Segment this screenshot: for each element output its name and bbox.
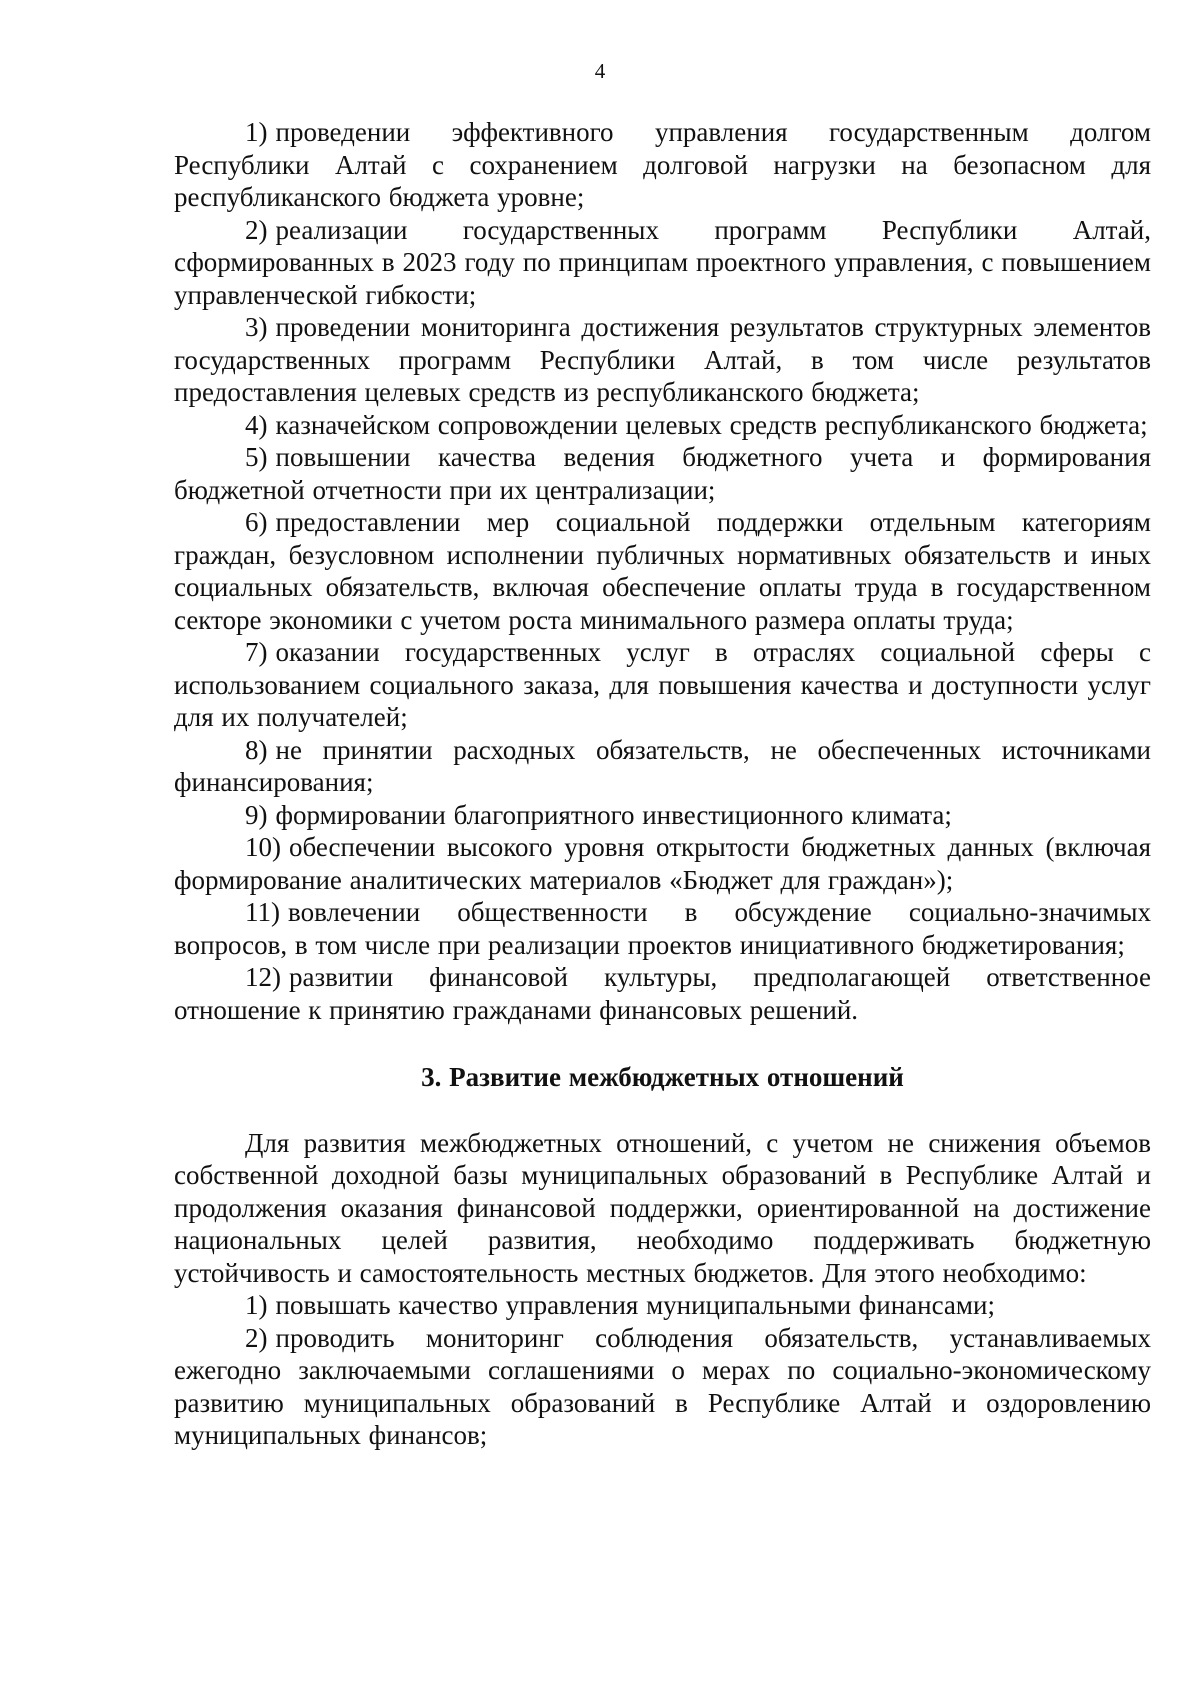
list-item-number: 2) [245, 1322, 268, 1353]
list-item-number: 5) [245, 442, 268, 472]
list-item-text: проведении мониторинга достижения результатов структурных элементов государственных программ Республики Алтай, в том числе результатов предоставления целевых средств из республиканского бюджета; [174, 312, 1151, 407]
list-item [174, 831, 1151, 896]
list-item-text: повышении качества ведения бюджетного учета и формирования бюджетной отчетности при их централизации; [174, 442, 1151, 505]
list-item-text: казначейском сопровождении целевых средств республиканского бюджета; [275, 409, 1148, 440]
list-item [174, 441, 1151, 506]
list-item-text: обеспечении высокого уровня открытости бюджетных данных (включая формирование аналитических материалов «Бюджет для граждан»); [174, 832, 1151, 895]
list-item-text: предоставлении мер социальной поддержки отдельным категориям граждан, безусловном исполнении публичных нормативных обязательств и иных социальных обязательств, включая обеспечение оплаты труда в государственном секторе экономики с учетом роста минимального размера оплаты труда; [174, 507, 1151, 635]
list-item-number: 4) [245, 409, 268, 440]
list-item-text: повышать качество управления муниципальными финансами; [275, 1290, 995, 1320]
list-item [174, 506, 1151, 636]
list-item-text: формировании благоприятного инвестиционного климата; [275, 799, 952, 830]
section-title: 3. Развитие межбюджетных отношений [421, 1062, 904, 1092]
section-intro: Для развития межбюджетных отношений, с учетом не снижения объемов собственной доходной базы муниципальных образований в Республике Алтай и продолжения оказания финансовой поддержки, ориентированной на достижение национальных целей развития, необходимо поддерживать бюджетную устойчивость и самостоятельность местных бюджетов. Для этого необходимо: [174, 1127, 1151, 1288]
list-item [174, 214, 1151, 312]
list-item-text: оказании государственных услуг в отраслях социальной сферы с использованием социального заказа, для повышения качества и доступности услуг для их получателей; [174, 637, 1151, 732]
list-item-number: 7) [245, 637, 268, 667]
list-item-number: 12) [245, 962, 281, 992]
list-item-number: 8) [245, 734, 268, 765]
list-item [174, 311, 1151, 409]
list-item-text: развитии финансовой культуры, предполагающей ответственное отношение к принятию гражданами финансовых решений. [174, 962, 1151, 1025]
list-item [174, 734, 1151, 799]
list-item-number: 6) [245, 507, 268, 537]
list-item-text: реализации государственных программ Республики Алтай, сформированных в 2023 году по принципам проектного управления, с повышением управленческой гибкости; [174, 214, 1151, 310]
list-item [174, 636, 1151, 734]
list-item-text: вовлечении общественности в обсуждение социально-значимых вопросов, в том числе при реализации проектов инициативного бюджетирования; [174, 897, 1151, 960]
list-item [174, 1322, 1151, 1452]
list-item [174, 409, 1151, 442]
list-item-text: не принятии расходных обязательств, не обеспеченных источниками финансирования; [174, 734, 1151, 797]
list-item-number: 3) [245, 312, 268, 342]
list-item [174, 961, 1151, 1026]
page-content [174, 116, 1151, 1452]
list-item-number: 2) [245, 214, 268, 245]
list-item [174, 116, 1151, 214]
list-item-number: 1) [245, 117, 268, 147]
list-item [174, 799, 1151, 832]
list-item-number: 1) [245, 1290, 268, 1320]
list-item-number: 10) [245, 832, 281, 862]
list-item-number: 11) [245, 897, 280, 927]
page-number: 4 [594, 59, 606, 83]
list-item [174, 1289, 1151, 1322]
list-item-number: 9) [245, 799, 268, 830]
list-item-text: проведении эффективного управления государственным долгом Республики Алтай с сохранением долговой нагрузки на безопасном для республиканского бюджета уровне; [174, 117, 1151, 212]
list-item-text: проводить мониторинг соблюдения обязательств, устанавливаемых ежегодно заключаемыми соглашениями о мерах по социально-экономическому развитию муниципальных образований в Республике Алтай и оздоровлению муниципальных финансов; [174, 1322, 1151, 1450]
list-item [174, 896, 1151, 961]
